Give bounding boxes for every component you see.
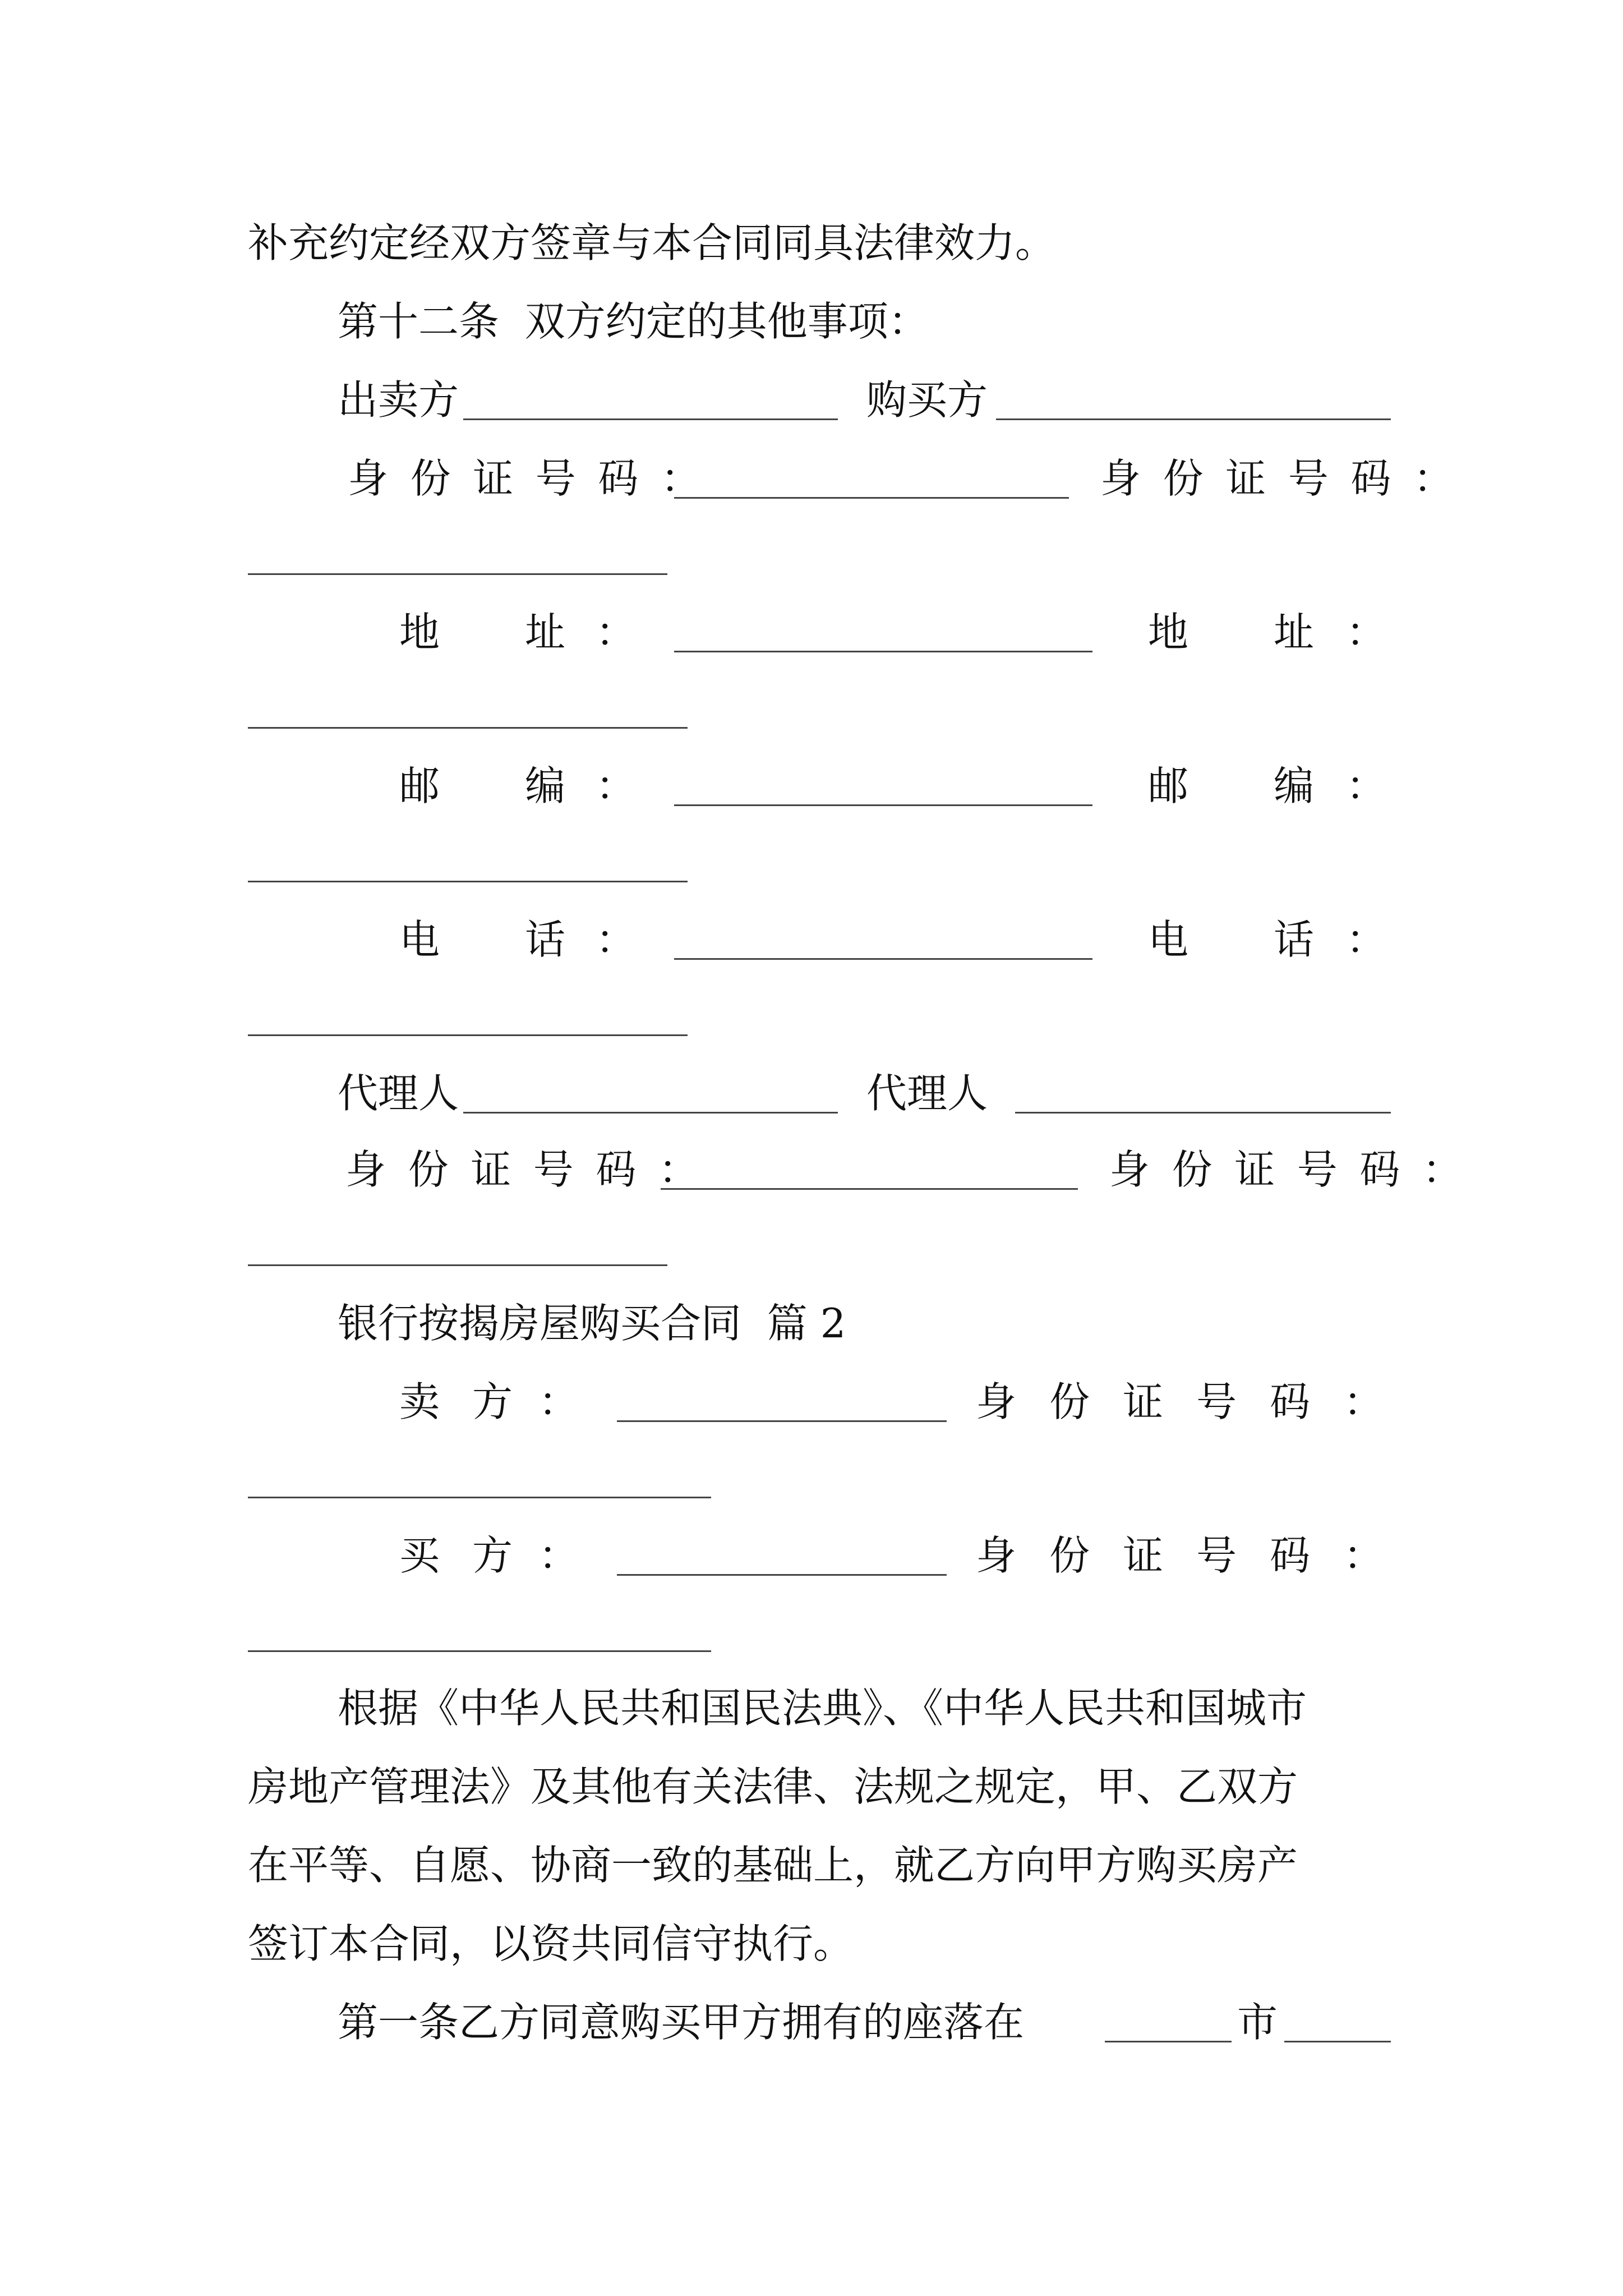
id-blank-left [674,497,1069,499]
agent-blank-left [463,1112,838,1114]
seller-label-2: 卖 [399,1378,440,1425]
buyer-id-blank-2 [248,1650,711,1652]
zip-label-left: ： [596,762,637,809]
city-label: 市 [1237,1999,1278,2046]
preamble-line: 根据《中华人民共和国民法典》、《中华人民共和国城市 [338,1685,1307,1732]
zip-label-right: 编 [1274,762,1315,809]
id-label-left: 身份证号码： [348,455,723,502]
address-label-left: ： [596,609,637,656]
agent-label-left: 代理人 [338,1070,459,1117]
buyer-label-2: ： [538,1532,579,1579]
phone-label-right: 电 [1148,916,1189,963]
zip-label-left: 编 [525,762,566,809]
agent-id-blank-right [248,1264,667,1266]
seller-label: 出卖方 [338,376,459,424]
seller-blank-2 [617,1420,947,1422]
city-blank [1105,2041,1232,2042]
phone-label-left: 电 [399,916,440,963]
address-label-right: ： [1346,609,1387,656]
id-blank-right [248,573,667,575]
agent-blank-right [1015,1112,1391,1114]
address-label-right: 址 [1274,609,1315,656]
agent-id-label-left: 身份证号码： [345,1146,721,1193]
seller-id-label-2: 身份证号码： [976,1378,1417,1425]
zip-label-right: ： [1346,762,1387,809]
address-label-left: 址 [525,609,566,656]
phone-label-left: 话 [525,916,566,963]
buyer-blank-2 [617,1574,947,1576]
continuation-line: 补充约定经双方签章与本合同同具法律效力。 [248,219,1056,266]
preamble-line: 签订本合同，以资共同信守执行。 [248,1920,854,1967]
seller-id-blank-2 [248,1497,711,1498]
zip-blank-left [674,804,1092,806]
seller-blank [463,418,838,420]
zip-label-right: 邮 [1148,762,1189,809]
article-one-text: 第一条乙方同意购买甲方拥有的座落在 [338,1999,1025,2046]
phone-label-left: ： [596,916,637,963]
article-twelve-heading: 第十二条 双方约定的其他事项： [338,298,929,345]
buyer-label: 购买方 [866,376,988,424]
id-label-right: 身份证号码： [1100,455,1476,502]
zip-label-left: 邮 [399,762,440,809]
district-blank [1284,2041,1391,2042]
address-label-left: 地 [399,609,440,656]
phone-blank-right [248,1034,688,1036]
buyer-blank [996,418,1391,420]
phone-blank-left [674,958,1092,960]
buyer-label-2: 方 [472,1532,513,1579]
agent-id-label-right: 身份证号码： [1109,1146,1485,1193]
agent-label-right: 代理人 [866,1070,988,1117]
phone-label-right: ： [1346,916,1387,963]
buyer-id-label-2: 身份证号码： [976,1532,1417,1579]
phone-label-right: 话 [1274,916,1315,963]
preamble-line: 房地产管理法》及其他有关法律、法规之规定，甲、乙双方 [248,1763,1298,1810]
seller-label-2: ： [538,1378,579,1425]
address-label-right: 地 [1148,609,1189,656]
preamble-line: 在平等、自愿、协商一致的基础上，就乙方向甲方购买房产 [248,1842,1298,1889]
agent-id-blank-left [661,1188,1078,1190]
section-two-title: 银行按揭房屋购买合同 篇 2 [338,1300,846,1347]
buyer-label-2: 买 [399,1532,440,1579]
address-blank-right [248,727,688,729]
address-blank-left [674,651,1092,652]
seller-label-2: 方 [472,1378,513,1425]
zip-blank-right [248,881,688,882]
